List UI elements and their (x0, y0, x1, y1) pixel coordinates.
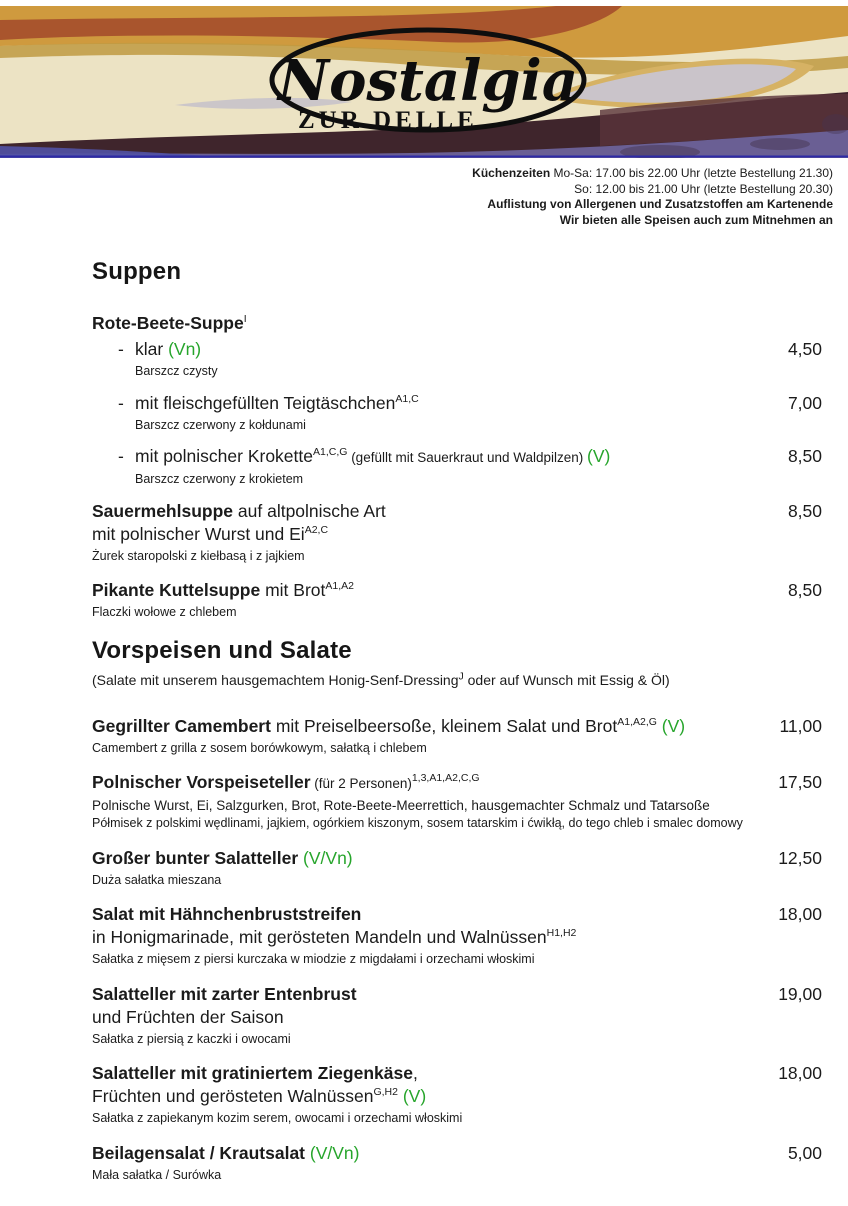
item-description (92, 1167, 746, 1184)
text-run: klar (135, 339, 169, 359)
item-price: 4,50 (787, 339, 822, 359)
banner-artwork (0, 6, 848, 158)
item-description (92, 797, 746, 832)
menu-item-row (92, 715, 822, 757)
item-text (135, 392, 746, 434)
text-run: Polnische Wurst, Ei, Salzgurken, Brot, Rote-Beete-Meerrettich, hausgemachter Schmalz und Tatarsoße (92, 798, 710, 813)
text-run: (für 2 Personen) (310, 776, 412, 791)
item-price: 17,50 (778, 772, 822, 792)
item-price: 12,50 (778, 847, 822, 868)
logo-subtitle: ZUR DELLE (298, 107, 478, 134)
info-line (0, 197, 833, 213)
allergen-superscript: J (458, 669, 464, 682)
allergen-superscript: A1,C (395, 392, 419, 405)
text-run: Polnischer Vorspeiseteller (92, 772, 311, 792)
item-content (92, 312, 758, 335)
item-price: 19,00 (778, 983, 822, 1004)
allergen-superscript: A1,A2 (325, 580, 354, 593)
item-text (135, 338, 746, 380)
text-run: (gefüllt mit Sauerkraut und Waldpilzen) (347, 450, 588, 465)
item-name-line (92, 903, 746, 926)
item-price: 8,50 (787, 580, 822, 600)
menu-item-row (92, 771, 822, 832)
item-content (92, 771, 758, 832)
text-run: Sauermehlsuppe (92, 500, 234, 521)
item-name-line (135, 392, 746, 415)
text-run: Küchenzeiten (472, 166, 551, 180)
item-content (92, 715, 758, 757)
allergen-superscript: A1,C,G (313, 446, 348, 459)
menu-item-row (92, 445, 822, 488)
item-name-line (135, 338, 746, 361)
diet-tag: (V) (397, 1086, 427, 1106)
text-run: (Salate mit unserem hausgemachtem Honig-Senf-Dressing (92, 671, 459, 688)
menu-page (0, 6, 848, 1206)
item-price: 8,50 (787, 500, 822, 521)
item-content (92, 338, 758, 380)
item-content (92, 903, 758, 968)
text-run: Duża sałatka mieszana (92, 872, 222, 887)
item-content (92, 847, 758, 889)
text-run: Żurek staropolski z kiełbasą i z jajkiem (92, 548, 305, 563)
menu-item-row (92, 338, 822, 380)
item-name-line (135, 445, 746, 469)
allergen-superscript: A1,A2,G (617, 715, 657, 728)
item-name-line (92, 500, 746, 523)
item-name-line (92, 312, 746, 335)
info-line (0, 213, 833, 229)
menu-item-row (92, 903, 822, 968)
text-run: Barszcz czerwony z kołdunami (135, 417, 306, 432)
text-run: Großer bunter Salatteller (92, 847, 304, 868)
text-run: Salat mit Hähnchenbruststreifen (92, 904, 362, 924)
banner-smudge (750, 138, 810, 150)
menu-item-row (92, 392, 822, 434)
banner-bottom-line (0, 156, 848, 158)
item-description (92, 548, 746, 565)
text-run: Auflistung von Allergenen und Zusatzstoffen am Kartenende (487, 197, 833, 211)
item-content (92, 500, 758, 565)
text-run: Früchten und gerösteten Walnüssen (92, 1086, 374, 1106)
item-price: 11,00 (779, 715, 822, 736)
text-run: Sałatka z zapiekanym kozim serem, owocami i orzechami włoskimi (92, 1111, 463, 1125)
diet-tag: (V/Vn) (303, 847, 353, 868)
bullet-dash: - (118, 392, 124, 413)
text-run: Gegrillter Camembert (92, 715, 271, 736)
item-description (135, 471, 746, 488)
text-run: Flaczki wołowe z chlebem (92, 605, 237, 619)
info-line (0, 166, 833, 182)
item-description (135, 417, 746, 434)
item-description (92, 1031, 746, 1048)
item-name-line (92, 1142, 746, 1165)
text-run: und Früchten der Saison (92, 1006, 284, 1027)
item-name-line (92, 1062, 746, 1085)
item-name-line (92, 771, 746, 795)
allergen-superscript: I (243, 313, 247, 326)
item-text (135, 445, 746, 488)
item-description (92, 872, 746, 889)
text-run: Pikante Kuttelsuppe (92, 580, 261, 600)
item-description (92, 740, 746, 757)
item-description (135, 363, 746, 380)
menu (0, 228, 848, 1183)
text-run: Camembert z grilla z sosem borówkowym, sałatką i chlebem (92, 740, 427, 755)
section-title: Suppen (92, 258, 182, 285)
item-name-line (92, 715, 746, 738)
text-run: Sałatka z mięsem z piersi kurczaka w miodzie z migdałami i orzechami włoskimi (92, 952, 535, 966)
text-run: Salatteller mit zarter Entenbrust (92, 983, 357, 1004)
text-run: Półmisek z polskimi wędlinami, jajkiem, ogórkiem kiszonym, sosem tatarskim i ćwikłą, do tego chleb i smalec domowy (92, 816, 743, 830)
item-name-line (92, 847, 746, 870)
menu-item-row (92, 500, 822, 565)
bullet-dash: - (118, 339, 124, 359)
diet-tag: (V) (587, 446, 611, 466)
text-run: mit polnischer Krokette (135, 446, 313, 466)
text-run: , (412, 1063, 418, 1083)
allergen-superscript: G,H2 (373, 1086, 398, 1099)
text-run: mit Brot (260, 580, 326, 600)
item-content (92, 392, 758, 434)
text-run: Barszcz czysty (135, 364, 218, 378)
item-content (92, 983, 758, 1048)
item-name-line (92, 983, 746, 1006)
menu-item-row (92, 1142, 822, 1184)
diet-tag: (V) (656, 715, 686, 736)
diet-tag: (Vn) (168, 339, 202, 359)
item-name-line (92, 579, 746, 602)
text-run: Mała sałatka / Surówka (92, 1167, 222, 1182)
allergen-superscript: 1,3,A1,A2,C,G (411, 772, 480, 785)
info-block (0, 158, 848, 228)
header-banner (0, 6, 848, 158)
item-name-line (92, 1085, 746, 1108)
item-content (92, 1062, 758, 1127)
text-run: Wir bieten alle Speisen auch zum Mitnehmen an (559, 212, 833, 227)
item-price: 18,00 (778, 1063, 822, 1083)
text-run: Sałatka z piersią z kaczki i owocami (92, 1031, 291, 1046)
bullet-dash: - (118, 446, 124, 466)
text-run: Rote-Beete-Suppe (92, 313, 244, 333)
item-price: 7,00 (787, 392, 822, 413)
menu-item-row (92, 1062, 822, 1127)
item-content (92, 1142, 758, 1184)
text-run: in Honigmarinade, mit gerösteten Mandeln und Walnüssen (92, 927, 547, 947)
item-description (92, 604, 746, 621)
item-price: 5,00 (787, 1142, 822, 1163)
text-run: mit fleischgefüllten Teigtäschchen (135, 392, 396, 413)
item-content (92, 579, 758, 621)
text-run: mit Preiselbeersoße, kleinem Salat und Brot (270, 715, 618, 736)
text-run: Beilagensalat / Krautsalat (92, 1142, 310, 1163)
section-note (92, 671, 822, 689)
item-name-line (92, 926, 746, 949)
item-name-line (92, 523, 746, 546)
text-run: Barszcz czerwony z krokietem (135, 472, 304, 486)
text-run: auf altpolnische Art (233, 500, 386, 521)
item-price: 18,00 (778, 904, 822, 924)
section-title: Vorspeisen und Salate (92, 636, 352, 664)
text-run: So: 12.00 bis 21.00 Uhr (letzte Bestellung 20.30) (574, 181, 833, 196)
item-name-line (92, 1006, 746, 1029)
item-description (92, 1110, 746, 1127)
allergen-superscript: A2,C (304, 523, 329, 536)
logo-title: Nostalgia (277, 48, 579, 114)
text-run: Mo-Sa: 17.00 bis 22.00 Uhr (letzte Bestellung 21.30) (550, 166, 833, 180)
menu-item-row (92, 983, 822, 1048)
menu-item-row (92, 579, 822, 621)
text-run: oder auf Wunsch mit Essig & Öl) (463, 671, 670, 688)
item-content (92, 445, 758, 488)
item-price: 8,50 (787, 446, 822, 466)
diet-tag: (V/Vn) (309, 1142, 360, 1163)
text-run: Salatteller mit gratiniertem Ziegenkäse (92, 1063, 413, 1083)
allergen-superscript: H1,H2 (546, 927, 577, 940)
info-line (0, 182, 833, 198)
menu-item-row (92, 847, 822, 889)
item-description (92, 951, 746, 968)
menu-group-row (92, 312, 822, 335)
text-run: mit polnischer Wurst und Ei (92, 523, 305, 544)
